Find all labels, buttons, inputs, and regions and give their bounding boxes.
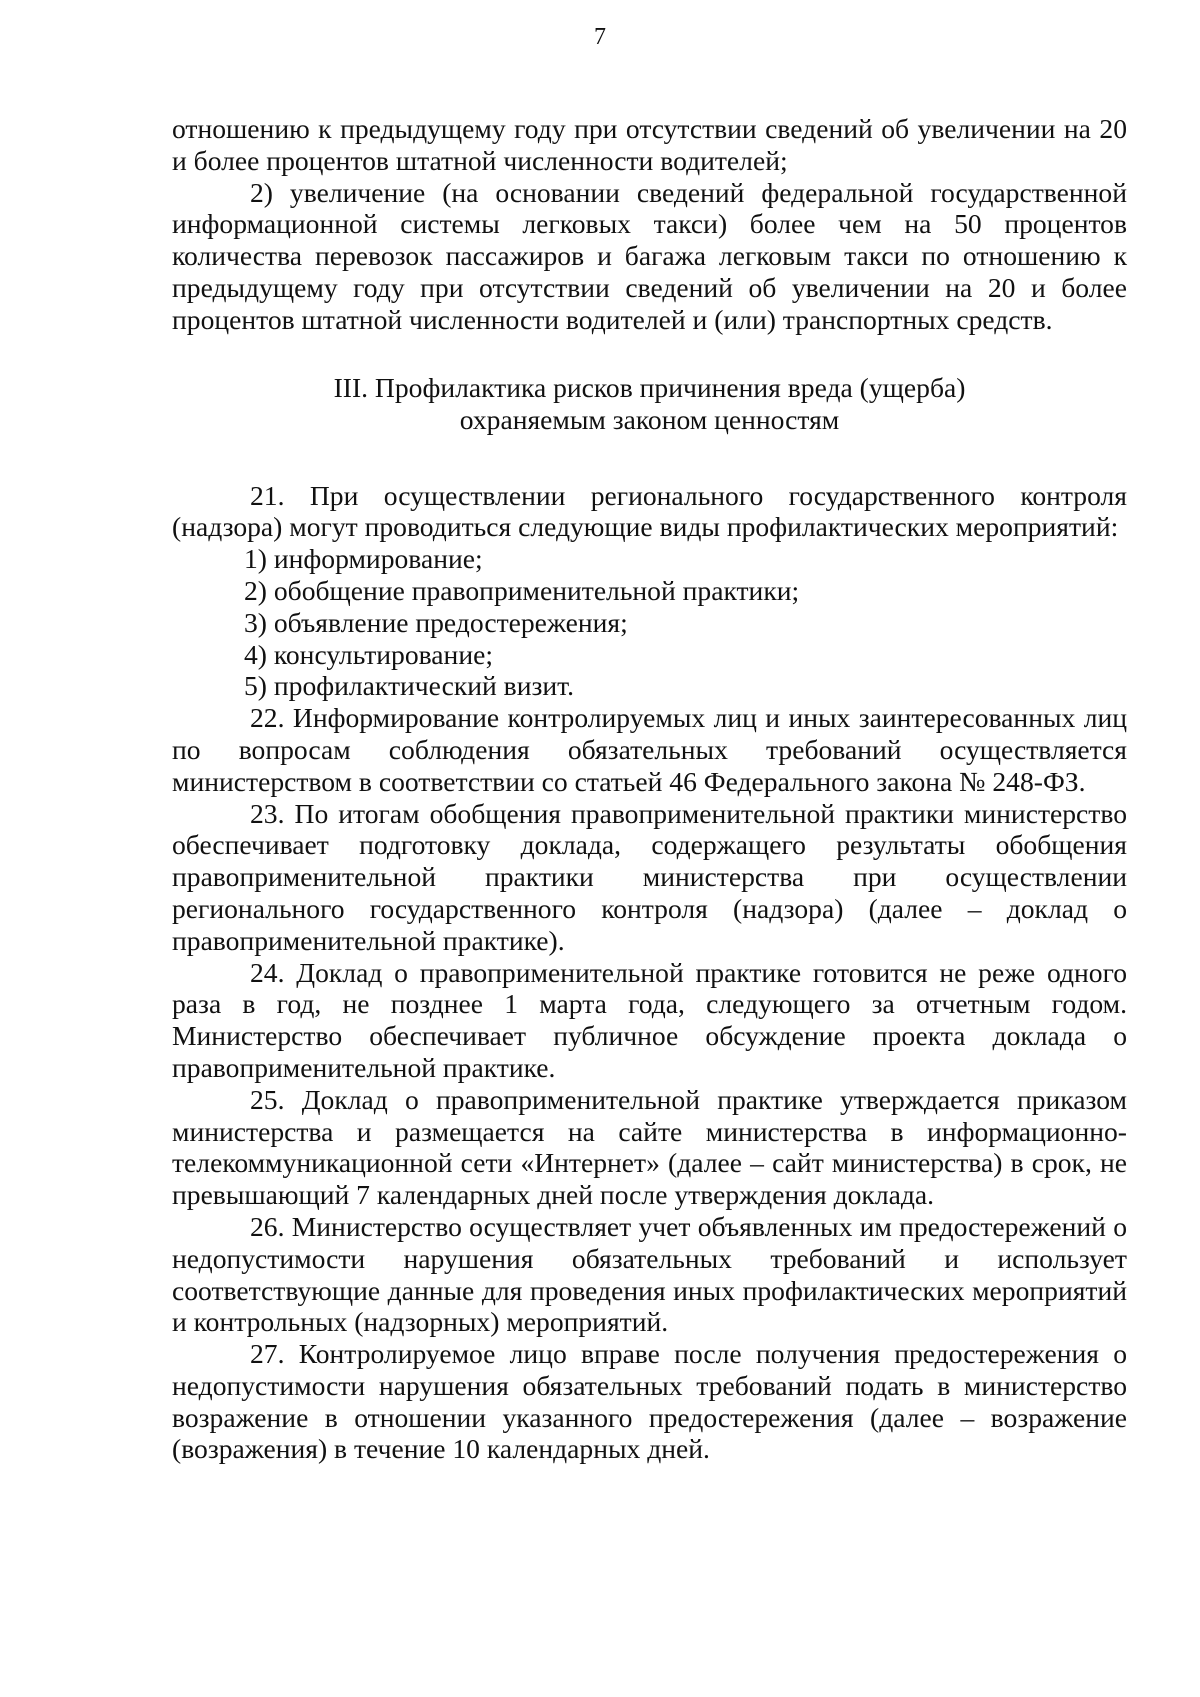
paragraph-26: 26. Министерство осуществляет учет объявленных им предостережений о недопустимости нарушения обязательных требований и использует соответствующие данные для проведения иных профилактических мероприятий и контрольных (надзорных) мероприятий. bbox=[172, 1210, 1127, 1338]
paragraph-22: 22. Информирование контролируемых лиц и иных заинтересованных лиц по вопросам соблюдения обязательных требований осуществляется министерством в соответствии со статьей 46 Федерального закона № 248-ФЗ. bbox=[172, 702, 1127, 797]
list-item: 1) информирование; bbox=[244, 543, 483, 575]
page-number: 7 bbox=[594, 24, 606, 50]
paragraph-21: 21. При осуществлении регионального государственного контроля (надзора) могут проводиться следующие виды профилактических мероприятий: bbox=[172, 479, 1127, 543]
paragraph-item-2: 2) увеличение (на основании сведений федеральной государственной информационной системы легковых такси) более чем на 50 процентов количества перевозок пассажиров и багажа легковым такси по отношению к предыдущему году при отсутствии сведений об увеличении на 20 и более процентов штатной численности водителей и (или) транспортных средств. bbox=[172, 176, 1127, 335]
paragraph-27: 27. Контролируемое лицо вправе после получения предостережения о недопустимости нарушения обязательных требований подать в министерство возражение в отношении указанного предостережения (далее – возражение (возражения) в течение 10 календарных дней. bbox=[172, 1338, 1127, 1465]
paragraph-24: 24. Доклад о правоприменительной практике готовится не реже одного раза в год, не позднее 1 марта года, следующего за отчетным годом. Министерство обеспечивает публичное обсуждение проекта доклада о правоприменительной практике. bbox=[172, 956, 1127, 1083]
paragraph-25: 25. Доклад о правоприменительной практике утверждается приказом министерства и размещается на сайте министерства в информационно-телекоммуникационной сети «Интернет» (далее – сайт министерства) в срок, не превышающий 7 календарных дней после утверждения доклада. bbox=[172, 1083, 1127, 1211]
section-title bbox=[172, 372, 1127, 436]
list-item: 3) объявление предостережения; bbox=[244, 606, 628, 638]
section-title-line-1: III. Профилактика рисков причинения вреда (ущерба) bbox=[333, 371, 966, 403]
paragraph-continuation: отношению к предыдущему году при отсутствии сведений об увеличении на 20 и более процентов штатной численности водителей; bbox=[172, 113, 1127, 176]
list-item: 5) профилактический визит. bbox=[244, 670, 575, 702]
paragraph-23: 23. По итогам обобщения правоприменительной практики министерство обеспечивает подготовку доклада, содержащего результаты обобщения правоприменительной практики министерства при осуществлении регионального государственного контроля (надзора) (далее – доклад о правоприменительной практике). bbox=[172, 797, 1127, 956]
list-item: 4) консультирование; bbox=[244, 638, 494, 670]
section-title-line-2: охраняемым законом ценностям bbox=[459, 403, 840, 435]
list-item: 2) обобщение правоприменительной практики; bbox=[244, 574, 800, 606]
document-body bbox=[172, 113, 1127, 1465]
